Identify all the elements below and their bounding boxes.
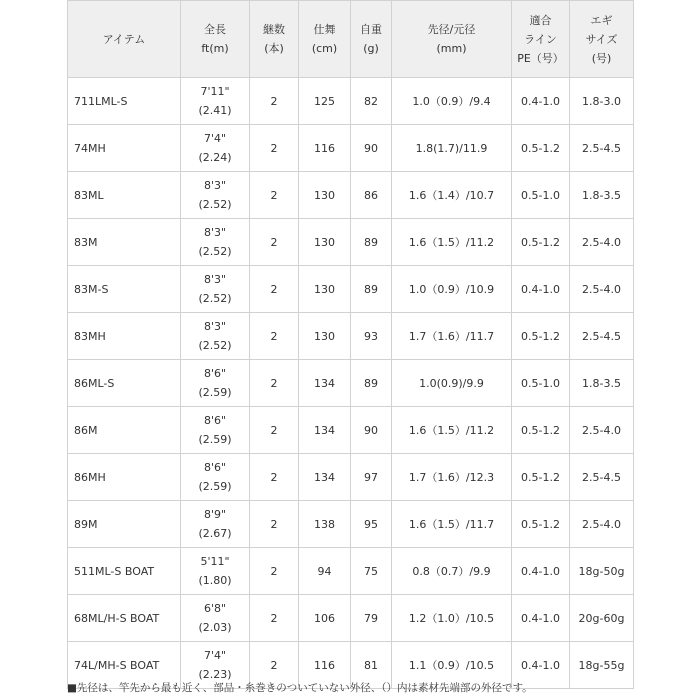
cell-length: 8'3" (2.52): [181, 219, 250, 266]
cell-diameter: 1.6（1.5）/11.2: [392, 219, 512, 266]
cell-egi-size: 1.8-3.0: [570, 78, 634, 125]
cell-item: 83M: [68, 219, 181, 266]
cell-closed-length: 130: [299, 266, 351, 313]
table-row: [68, 501, 634, 548]
cell-closed-length: 130: [299, 313, 351, 360]
cell-diameter: 1.0（0.9）/9.4: [392, 78, 512, 125]
cell-egi-size: 2.5-4.0: [570, 219, 634, 266]
cell-item: 89M: [68, 501, 181, 548]
cell-pieces: 2: [250, 172, 299, 219]
cell-egi-size: 2.5-4.0: [570, 407, 634, 454]
cell-line: 0.5-1.2: [512, 454, 570, 501]
cell-pieces: 2: [250, 219, 299, 266]
cell-egi-size: 1.8-3.5: [570, 172, 634, 219]
header-diameter: 先径/元径 (mm): [392, 1, 512, 78]
table-row: [68, 78, 634, 125]
cell-pieces: 2: [250, 313, 299, 360]
cell-length: 8'6" (2.59): [181, 407, 250, 454]
cell-line: 0.5-1.2: [512, 407, 570, 454]
cell-item: 86MH: [68, 454, 181, 501]
cell-pieces: 2: [250, 642, 299, 689]
cell-item: 511ML-S BOAT: [68, 548, 181, 595]
header-pieces: 継数 (本): [250, 1, 299, 78]
header-length: 全長 ft(m): [181, 1, 250, 78]
header-weight: 自重 (g): [351, 1, 392, 78]
table-row: [68, 219, 634, 266]
cell-pieces: 2: [250, 454, 299, 501]
cell-closed-length: 138: [299, 501, 351, 548]
cell-weight: 89: [351, 219, 392, 266]
cell-weight: 86: [351, 172, 392, 219]
cell-closed-length: 134: [299, 407, 351, 454]
cell-item: 74L/MH-S BOAT: [68, 642, 181, 689]
cell-length: 7'4" (2.23): [181, 642, 250, 689]
table-row: [68, 407, 634, 454]
cell-egi-size: 18g-55g: [570, 642, 634, 689]
cell-length: 7'11" (2.41): [181, 78, 250, 125]
cell-egi-size: 2.5-4.5: [570, 125, 634, 172]
table-row: [68, 125, 634, 172]
cell-diameter: 1.1（0.9）/10.5: [392, 642, 512, 689]
cell-closed-length: 130: [299, 172, 351, 219]
cell-length: 8'9" (2.67): [181, 501, 250, 548]
header-closed-length: 仕舞 (cm): [299, 1, 351, 78]
cell-line: 0.5-1.2: [512, 219, 570, 266]
cell-line: 0.4-1.0: [512, 595, 570, 642]
cell-egi-size: 2.5-4.0: [570, 501, 634, 548]
cell-weight: 82: [351, 78, 392, 125]
cell-egi-size: 1.8-3.5: [570, 360, 634, 407]
cell-egi-size: 2.5-4.5: [570, 313, 634, 360]
cell-line: 0.5-1.0: [512, 360, 570, 407]
spec-table: [67, 0, 634, 689]
cell-egi-size: 2.5-4.5: [570, 454, 634, 501]
cell-line: 0.5-1.2: [512, 125, 570, 172]
cell-item: 711LML-S: [68, 78, 181, 125]
cell-weight: 89: [351, 266, 392, 313]
header-row: [68, 1, 634, 78]
table-row: [68, 595, 634, 642]
cell-closed-length: 116: [299, 642, 351, 689]
cell-closed-length: 106: [299, 595, 351, 642]
cell-pieces: 2: [250, 501, 299, 548]
cell-weight: 95: [351, 501, 392, 548]
cell-item: 86ML-S: [68, 360, 181, 407]
cell-closed-length: 125: [299, 78, 351, 125]
cell-pieces: 2: [250, 595, 299, 642]
cell-line: 0.5-1.2: [512, 501, 570, 548]
cell-egi-size: 18g-50g: [570, 548, 634, 595]
cell-closed-length: 116: [299, 125, 351, 172]
table-row: [68, 548, 634, 595]
table-row: [68, 172, 634, 219]
cell-diameter: 1.0（0.9）/10.9: [392, 266, 512, 313]
cell-pieces: 2: [250, 360, 299, 407]
cell-item: 74MH: [68, 125, 181, 172]
cell-closed-length: 130: [299, 219, 351, 266]
cell-weight: 79: [351, 595, 392, 642]
cell-item: 83ML: [68, 172, 181, 219]
table-row: [68, 313, 634, 360]
cell-weight: 97: [351, 454, 392, 501]
cell-weight: 90: [351, 407, 392, 454]
cell-pieces: 2: [250, 407, 299, 454]
header-item: アイテム: [68, 1, 181, 78]
cell-line: 0.4-1.0: [512, 266, 570, 313]
table-row: [68, 266, 634, 313]
cell-weight: 93: [351, 313, 392, 360]
cell-item: 68ML/H-S BOAT: [68, 595, 181, 642]
cell-length: 8'6" (2.59): [181, 454, 250, 501]
cell-weight: 75: [351, 548, 392, 595]
cell-line: 0.5-1.0: [512, 172, 570, 219]
cell-length: 8'3" (2.52): [181, 266, 250, 313]
footnote: ■先径は、竿先から最も近く、部品・糸巻きのついていない外径、（）内は素材先端部の外径です。: [67, 682, 533, 694]
table-row: [68, 454, 634, 501]
cell-line: 0.4-1.0: [512, 548, 570, 595]
header-egi-size: エギ サイズ (号): [570, 1, 634, 78]
cell-diameter: 1.2（1.0）/10.5: [392, 595, 512, 642]
cell-closed-length: 134: [299, 454, 351, 501]
cell-length: 8'3" (2.52): [181, 313, 250, 360]
cell-pieces: 2: [250, 125, 299, 172]
cell-weight: 89: [351, 360, 392, 407]
cell-weight: 81: [351, 642, 392, 689]
cell-diameter: 1.7（1.6）/12.3: [392, 454, 512, 501]
cell-length: 7'4" (2.24): [181, 125, 250, 172]
cell-diameter: 0.8（0.7）/9.9: [392, 548, 512, 595]
cell-diameter: 1.6（1.4）/10.7: [392, 172, 512, 219]
cell-closed-length: 94: [299, 548, 351, 595]
cell-line: 0.4-1.0: [512, 78, 570, 125]
cell-diameter: 1.6（1.5）/11.7: [392, 501, 512, 548]
spec-table-container: [67, 0, 633, 689]
cell-line: 0.4-1.0: [512, 642, 570, 689]
cell-length: 8'3" (2.52): [181, 172, 250, 219]
cell-length: 8'6" (2.59): [181, 360, 250, 407]
cell-length: 6'8" (2.03): [181, 595, 250, 642]
cell-item: 83M-S: [68, 266, 181, 313]
cell-item: 86M: [68, 407, 181, 454]
cell-diameter: 1.0(0.9)/9.9: [392, 360, 512, 407]
cell-pieces: 2: [250, 266, 299, 313]
table-row: [68, 360, 634, 407]
cell-weight: 90: [351, 125, 392, 172]
cell-line: 0.5-1.2: [512, 313, 570, 360]
cell-pieces: 2: [250, 78, 299, 125]
cell-diameter: 1.7（1.6）/11.7: [392, 313, 512, 360]
cell-diameter: 1.8(1.7)/11.9: [392, 125, 512, 172]
cell-pieces: 2: [250, 548, 299, 595]
header-line: 適合 ライン PE（号）: [512, 1, 570, 78]
cell-closed-length: 134: [299, 360, 351, 407]
cell-diameter: 1.6（1.5）/11.2: [392, 407, 512, 454]
cell-egi-size: 20g-60g: [570, 595, 634, 642]
cell-egi-size: 2.5-4.0: [570, 266, 634, 313]
cell-item: 83MH: [68, 313, 181, 360]
cell-length: 5'11" (1.80): [181, 548, 250, 595]
